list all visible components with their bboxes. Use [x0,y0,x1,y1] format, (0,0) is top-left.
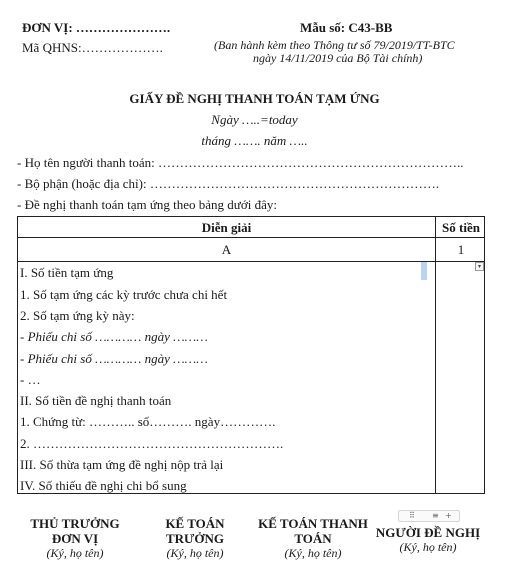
unit-label: ĐƠN VỊ: …………………. [22,20,171,35]
issued-note-line1: (Ban hành kèm theo Thông tư số 79/2019/TT-BTC [214,38,455,52]
qhns-label: Mã QHNS:………………. [22,40,163,55]
issued-note-line2: ngày 14/11/2019 của Bộ Tài chính) [253,51,423,65]
signature-title: TRƯỞNG [165,531,225,546]
signature-title: ĐƠN VỊ [51,531,99,546]
signature-chief-accountant [145,516,245,561]
signature-title: TOÁN [294,531,332,546]
floating-toolbar[interactable] [398,510,460,522]
header-amount: Số tiền [442,220,480,235]
signature-note: (Ký, họ tên) [46,546,104,560]
table-row: 1. Số tạm ứng các kỳ trước chưa chi hết [20,287,228,302]
table-row: III. Số thừa tạm ứng đề nghị nộp trả lại [20,457,224,472]
dropdown-arrow-icon[interactable]: ▾ [475,262,484,271]
table-row: IV. Số thiếu đề nghị chi bổ sung [20,478,187,493]
signature-title: KẾ TOÁN THANH [258,516,368,531]
signature-title: KẾ TOÁN [165,516,225,531]
signature-payment-accountant [250,516,376,561]
request-line: - Đề nghị thanh toán tạm ứng theo bảng dưới đây: [17,197,277,212]
table-row: 1. Chứng từ: ……….. số………. ngày…………. [20,414,276,429]
signature-note: (Ký, họ tên) [166,546,224,560]
table-row: II. Số tiền đề nghị thanh toán [20,393,172,408]
table-row: - Phiếu chi số ………… ngày ……… [20,351,208,366]
table-row: I. Số tiền tạm ứng [20,265,114,280]
sub-header-amount: 1 [457,242,465,257]
table-row: - … [20,372,41,387]
signature-note: (Ký, họ tên) [399,540,457,554]
signature-title: NGƯỜI ĐỀ NGHỊ [375,525,481,540]
table-row: - Phiếu chi số ………… ngày ……… [20,329,208,344]
form-code: Mẫu số: C43-BB [300,20,393,35]
date-line-day[interactable]: Ngày …..=today [211,112,298,127]
page-title: GIẤY ĐỀ NGHỊ THANH TOÁN TẠM ỨNG [129,91,380,106]
column-divider [435,217,436,493]
advance-payment-table [17,216,485,494]
signature-title: THỦ TRƯỞNG [30,516,120,531]
payer-name-field[interactable]: - Họ tên người thanh toán: …………………………………………………………….. [17,155,464,170]
signature-head-of-unit [20,516,130,561]
drag-handle-icon[interactable]: ⠿ [409,511,415,520]
department-field[interactable]: - Bộ phận (hoặc địa chỉ): …………………………………………………………. [17,176,440,191]
table-row: 2. …………………………………………………. [20,436,284,451]
table-row: 2. Số tạm ứng kỳ này: [20,308,135,323]
signature-requester [372,525,484,555]
date-line-month-year: tháng ……. năm ….. [201,133,308,148]
align-icon[interactable]: ≡ [432,511,439,520]
row-divider [18,237,484,238]
amount-cell-cursor[interactable] [421,262,427,280]
row-divider [18,261,484,262]
header-description: Diễn giải [201,220,252,235]
signature-note: (Ký, họ tên) [284,546,342,560]
plus-icon[interactable]: + [445,511,452,520]
sub-header-description: A [221,242,232,257]
